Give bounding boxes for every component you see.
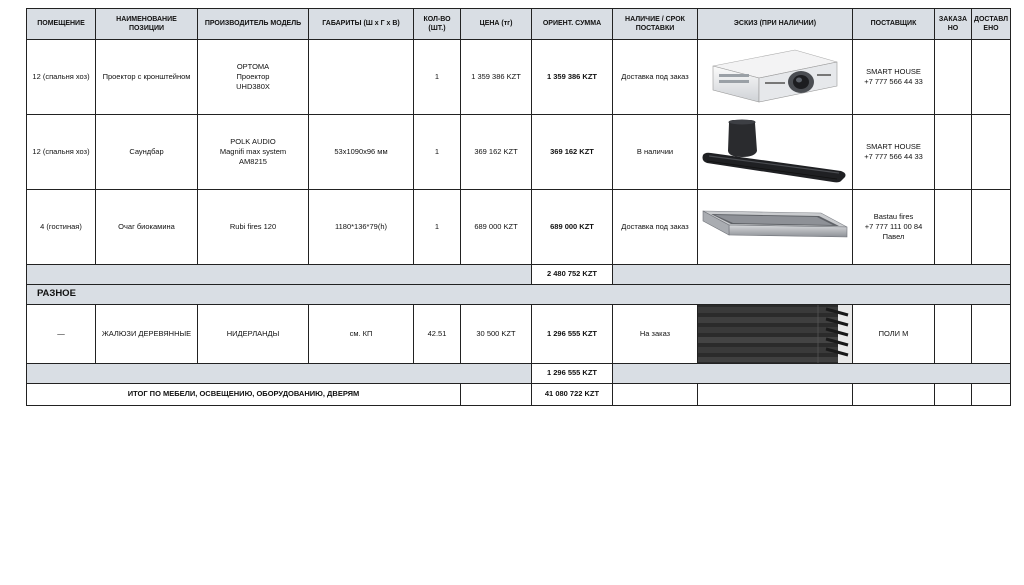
specification-table [26,8,1011,406]
section-title: РАЗНОЕ [27,285,1011,305]
cell-name: Саундбар [96,115,198,190]
col-ordered: ЗАКАЗАНО [935,9,972,40]
cell-ordered [935,40,972,115]
cell-price: 369 162 KZT [461,115,532,190]
col-delivery: НАЛИЧИЕ / СРОК ПОСТАВКИ [613,9,698,40]
cell-name: ЖАЛЮЗИ ДЕРЕВЯННЫЕ [96,305,198,364]
subtotal-row [27,265,1011,285]
cell-sketch [698,190,853,265]
grand-total-value: 41 080 722 KZT [532,384,613,406]
subtotal-value: 1 296 555 KZT [532,364,613,384]
cell-delivery: Доставка под заказ [613,40,698,115]
blinds-image [698,305,853,363]
cell-maker: Rubi fires 120 [198,190,309,265]
cell-sum: 369 162 KZT [532,115,613,190]
col-sum: ОРИЕНТ. СУММА [532,9,613,40]
cell-price: 1 359 386 KZT [461,40,532,115]
cell-ordered [935,115,972,190]
grand-total-label: ИТОГ ПО МЕБЕЛИ, ОСВЕЩЕНИЮ, ОБОРУДОВАНИЮ, ДВЕРЯМ [27,384,461,406]
cell-room: — [27,305,96,364]
cell-sum: 689 000 KZT [532,190,613,265]
cell-sum: 1 296 555 KZT [532,305,613,364]
cell-delivered [972,40,1011,115]
cell-dims: см. КП [309,305,414,364]
subtotal-spacer [27,265,532,285]
col-sketch: ЭСКИЗ (ПРИ НАЛИЧИИ) [698,9,853,40]
projector-image [705,44,845,110]
subtotal-spacer [613,364,1011,384]
section-row [27,285,1011,305]
cell-qty: 42.51 [414,305,461,364]
cell-supplier: SMART HOUSE +7 777 566 44 33 [853,40,935,115]
cell-supplier: Bastau fires +7 777 111 00 84 Павел [853,190,935,265]
subtotal-value: 2 480 752 KZT [532,265,613,285]
cell-ordered [935,305,972,364]
cell-name: Проектор с кронштейном [96,40,198,115]
cell-name: Очаг биокамина [96,190,198,265]
table-row [27,305,1011,364]
cell-delivered [972,190,1011,265]
cell-qty: 1 [414,40,461,115]
cell-price: 689 000 KZT [461,190,532,265]
cell-maker: POLK AUDIO Magnifi max system AM8215 [198,115,309,190]
col-qty: КОЛ-ВО (ШТ.) [414,9,461,40]
col-name: НАИМЕНОВАНИЕ ПОЗИЦИИ [96,9,198,40]
grand-total-spacer [972,384,1011,406]
grand-total-spacer [613,384,698,406]
cell-qty: 1 [414,190,461,265]
subtotal-spacer [613,265,1011,285]
table-row [27,190,1011,265]
cell-sketch [698,40,853,115]
cell-maker: OPTOMA Проектор UHD380X [198,40,309,115]
grand-total-spacer [461,384,532,406]
header-row [27,9,1011,40]
col-price: ЦЕНА (тг) [461,9,532,40]
cell-room: 12 (спальня хоз) [27,115,96,190]
grand-total-spacer [853,384,935,406]
cell-ordered [935,190,972,265]
cell-supplier: ПОЛИ М [853,305,935,364]
cell-delivered [972,115,1011,190]
cell-delivery: На заказ [613,305,698,364]
col-room: ПОМЕЩЕНИЕ [27,9,96,40]
cell-maker: НИДЕРЛАНДЫ [198,305,309,364]
cell-qty: 1 [414,115,461,190]
soundbar-image [701,117,849,187]
subtotal-row [27,364,1011,384]
biofireplace-image [701,197,849,257]
subtotal-spacer [27,364,532,384]
cell-delivered [972,305,1011,364]
cell-delivery: Доставка под заказ [613,190,698,265]
grand-total-row [27,384,1011,406]
cell-sketch [698,305,853,364]
cell-dims [309,40,414,115]
cell-delivery: В наличии [613,115,698,190]
cell-dims: 1180*136*79(h) [309,190,414,265]
grand-total-spacer [935,384,972,406]
cell-supplier: SMART HOUSE +7 777 566 44 33 [853,115,935,190]
col-delivered: ДОСТАВЛЕНО [972,9,1011,40]
grand-total-spacer [698,384,853,406]
cell-sketch [698,115,853,190]
cell-room: 4 (гостиная) [27,190,96,265]
col-dims: ГАБАРИТЫ (Ш х Г х В) [309,9,414,40]
cell-dims: 53x1090x96 мм [309,115,414,190]
cell-price: 30 500 KZT [461,305,532,364]
col-supplier: ПОСТАВЩИК [853,9,935,40]
table-row [27,115,1011,190]
cell-sum: 1 359 386 KZT [532,40,613,115]
table-row [27,40,1011,115]
cell-room: 12 (спальня хоз) [27,40,96,115]
col-maker: ПРОИЗВОДИТЕЛЬ МОДЕЛЬ [198,9,309,40]
